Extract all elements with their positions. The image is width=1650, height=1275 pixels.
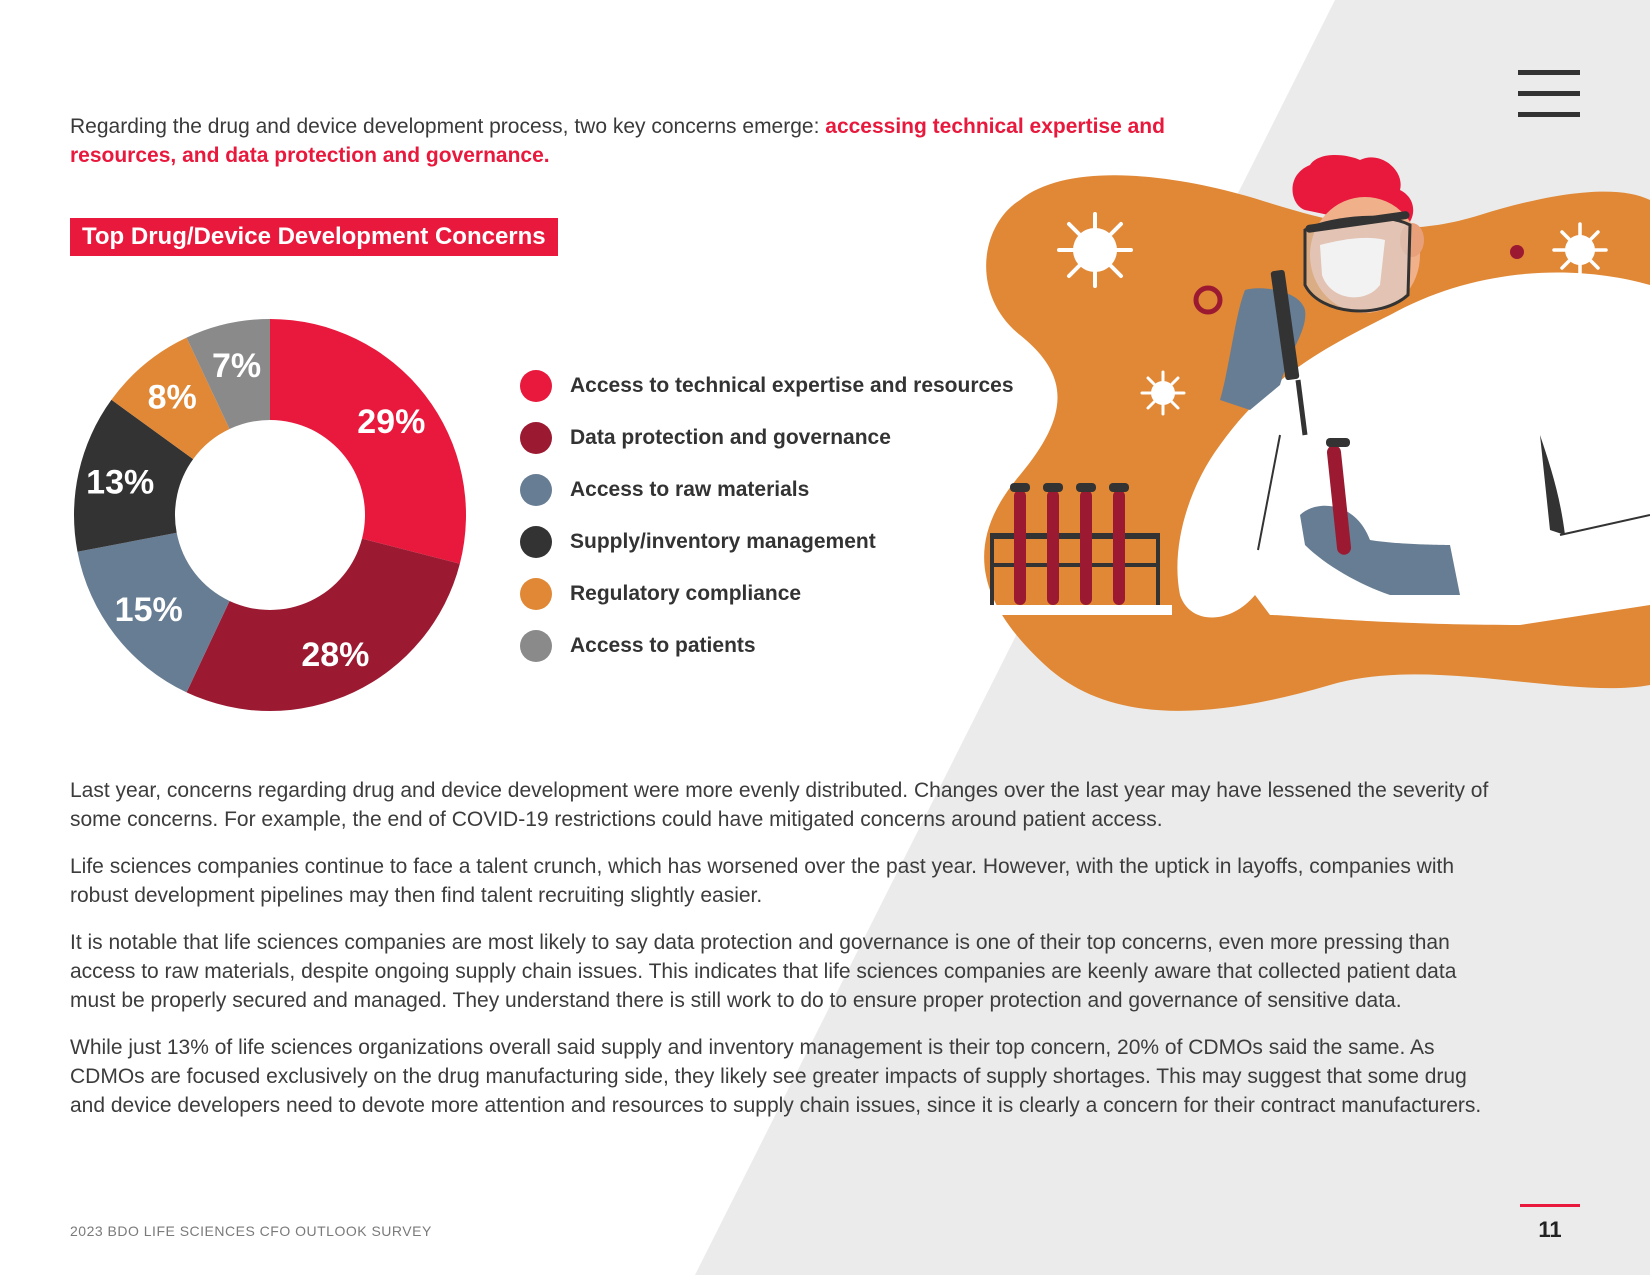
donut-slice-label: 29% — [357, 402, 426, 441]
legend-label: Access to patients — [570, 634, 756, 657]
footer-title: 2023 BDO LIFE SCIENCES CFO OUTLOOK SURVEY — [70, 1223, 432, 1239]
legend-label: Supply/inventory management — [570, 530, 876, 553]
chart-title: Top Drug/Device Development Concerns — [70, 218, 558, 256]
donut-slice — [270, 319, 466, 564]
legend-label: Data protection and governance — [570, 426, 891, 449]
legend-swatch — [520, 578, 552, 610]
legend-swatch — [520, 630, 552, 662]
lab-scientist-illustration — [960, 145, 1650, 715]
donut-slice-label: 7% — [211, 347, 262, 386]
donut-chart — [60, 305, 480, 725]
legend-label: Access to raw materials — [570, 478, 810, 501]
donut-slice — [187, 539, 460, 711]
donut-slice-label: 13% — [86, 463, 155, 502]
body-paragraph-1: Last year, concerns regarding drug and device development were more evenly distributed. Changes over the last year may have lessened the severity of some concerns. For example, the end of COVID-19 restrictions could have mitigated concerns around patient access. — [70, 779, 1489, 831]
legend-swatch — [520, 526, 552, 558]
body-paragraph-4: While just 13% of life sciences organizations overall said supply and inventory management is their top concern, 20% of CDMOs said the same. As CDMOs are focused exclusively on the drug manufacturing side, they likely see greater impacts of supply shortages. This may suggest that some drug and device developers need to devote more attention and resources to supply chain issues, since it is clearly a concern for their contract manufacturers. — [70, 1036, 1482, 1117]
virus-icon — [1142, 372, 1184, 414]
page-number-rule — [1520, 1204, 1580, 1207]
virus-icon — [1554, 224, 1606, 276]
donut-slice-label: 28% — [301, 635, 370, 674]
page-number: 11 — [1538, 1217, 1562, 1242]
body-text — [70, 776, 1490, 1138]
legend-swatch — [520, 422, 552, 454]
legend-swatch — [520, 474, 552, 506]
legend-label: Regulatory compliance — [570, 582, 802, 605]
legend-swatch — [520, 370, 552, 402]
donut-slice-label: 15% — [114, 591, 183, 630]
legend-label: Access to technical expertise and resources — [570, 374, 1014, 397]
intro-highlight: accessing technical expertise and resources, and data protection and governance. — [70, 115, 1165, 167]
intro-text: Regarding the drug and device development process, two key concerns emerge: — [70, 115, 826, 138]
donut-slice-label: 8% — [147, 378, 197, 417]
virus-icon — [1059, 214, 1131, 286]
body-paragraph-2: Life sciences companies continue to face a talent crunch, which has worsened over the past year. However, with the uptick in layoffs, companies with robust development pipelines may then find talent recruiting slightly easier. — [70, 855, 1455, 907]
scientist-head — [1293, 155, 1425, 313]
body-paragraph-3: It is notable that life sciences companies are most likely to say data protection and governance is one of their top concerns, even more pressing than access to raw materials, despite ongoing supply chain issues. This indicates that life sciences companies are keenly aware that collected patient data must be properly secured and managed. They understand there is still work to do to ensure proper protection and governance of sensitive data. — [70, 931, 1457, 1012]
hamburger-menu-icon[interactable] — [1518, 70, 1580, 120]
